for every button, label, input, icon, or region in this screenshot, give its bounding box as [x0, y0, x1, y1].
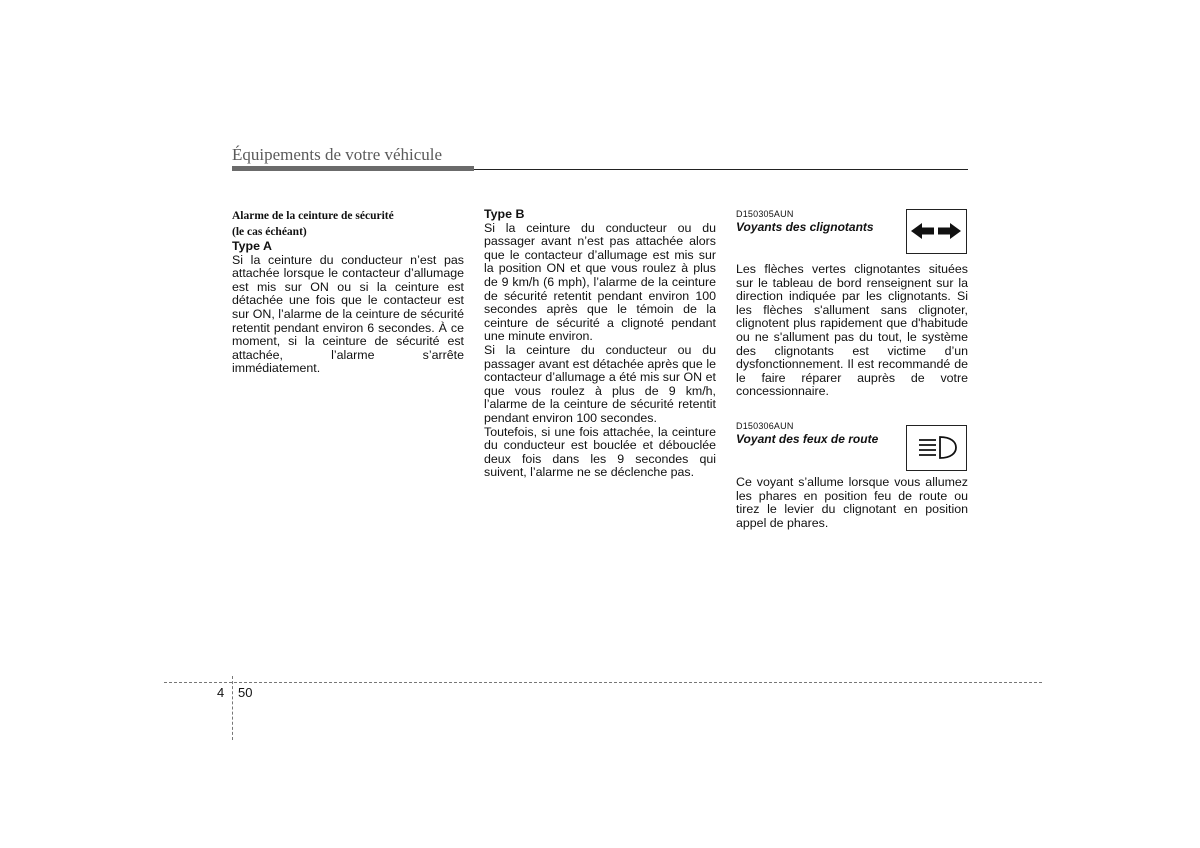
header-rule-thin: [474, 169, 968, 170]
section-code-turn-signals: D150305AUN: [736, 209, 794, 219]
turn-signal-icon-box: [906, 209, 967, 254]
section-heading-seatbelt: Alarme de la ceinture de sécurité: [232, 210, 394, 222]
page-number: 50: [238, 685, 253, 700]
paragraph-turn-signals: Les flèches vertes clignotantes situées sur le tableau de bord renseignent sur la direction indiquée par les clignotants. Si les flèches s'allument sans clignoter, clignotent plus rapidement que d'habitude ou ne s'allument pas du tout, le système des clignotants est victime d’un dysfonctionnement. Il est recommandé de le faire réparer auprès de votre concessionnaire.: [736, 262, 968, 399]
column-indicators: [736, 208, 968, 530]
page-header-title: Équipements de votre véhicule: [232, 145, 443, 164]
section-title-turn-signals: Voyants des clignotants: [736, 220, 874, 234]
footer-dashed-rule: [164, 682, 1042, 683]
section-title-high-beam: Voyant des feux de route: [736, 431, 879, 446]
paragraph-high-beam: Ce voyant s’allume lorsque vous allumez les phares en position feu de route ou tirez le levier du clignotant en position appel de phares.: [736, 474, 968, 530]
turn-signal-arrows-icon: [907, 210, 965, 252]
section-heading-seatbelt-note: (le cas échéant): [232, 226, 307, 238]
section-code-high-beam: D150306AUN: [736, 420, 794, 431]
paragraph-type-b-2: Si la ceinture du conducteur ou du passager avant est détachée après que le contacteur d’allumage a été mis sur ON et que vous roulez à plus de 9 km/h, l’alarme de la ceinture de sécurité retentit pendant environ 100 secondes.: [484, 342, 716, 425]
paragraph-type-b-3: Toutefois, si une fois attachée, la ceinture du conducteur est bouclée et débouclée deux fois dans les 9 secondes qui suivent, l’alarme ne se déclenche pas.: [484, 424, 716, 480]
high-beam-icon: [907, 426, 965, 469]
paragraph-type-b-1: Si la ceinture du conducteur ou du passager avant n’est pas attachée alors que le contacteur d’allumage est mis sur la position ON et que vous roulez à plus de 9 km/h (6 mph), l’alarme de la ceinture de sécurité retentit pendant environ 100 secondes après que le témoin de la ceinture de sécurité a clignoté pendant une minute environ.: [484, 220, 716, 344]
sub-heading-type-b: Type B: [484, 207, 525, 221]
paragraph-type-a: Si la ceinture du conducteur n’est pas attachée lorsque le contacteur d’allumage est mis sur ON ou si la ceinture est détachée une fois que le contacteur est sur ON, l’alarme de la ceinture de sécurité retentit pendant environ 6 secondes. À ce moment, si la ceinture de sécurité est attachée, l’alarme s’arrête immédiatement.: [232, 252, 464, 376]
column-seatbelt-type-a: [232, 208, 464, 376]
chapter-number: 4: [217, 685, 225, 700]
column-seatbelt-type-b: [484, 208, 716, 480]
sub-heading-type-a: Type A: [232, 239, 272, 253]
high-beam-icon-box: [906, 425, 967, 471]
footer-dashed-divider: [232, 676, 233, 740]
header-rule-thick: [232, 166, 474, 171]
